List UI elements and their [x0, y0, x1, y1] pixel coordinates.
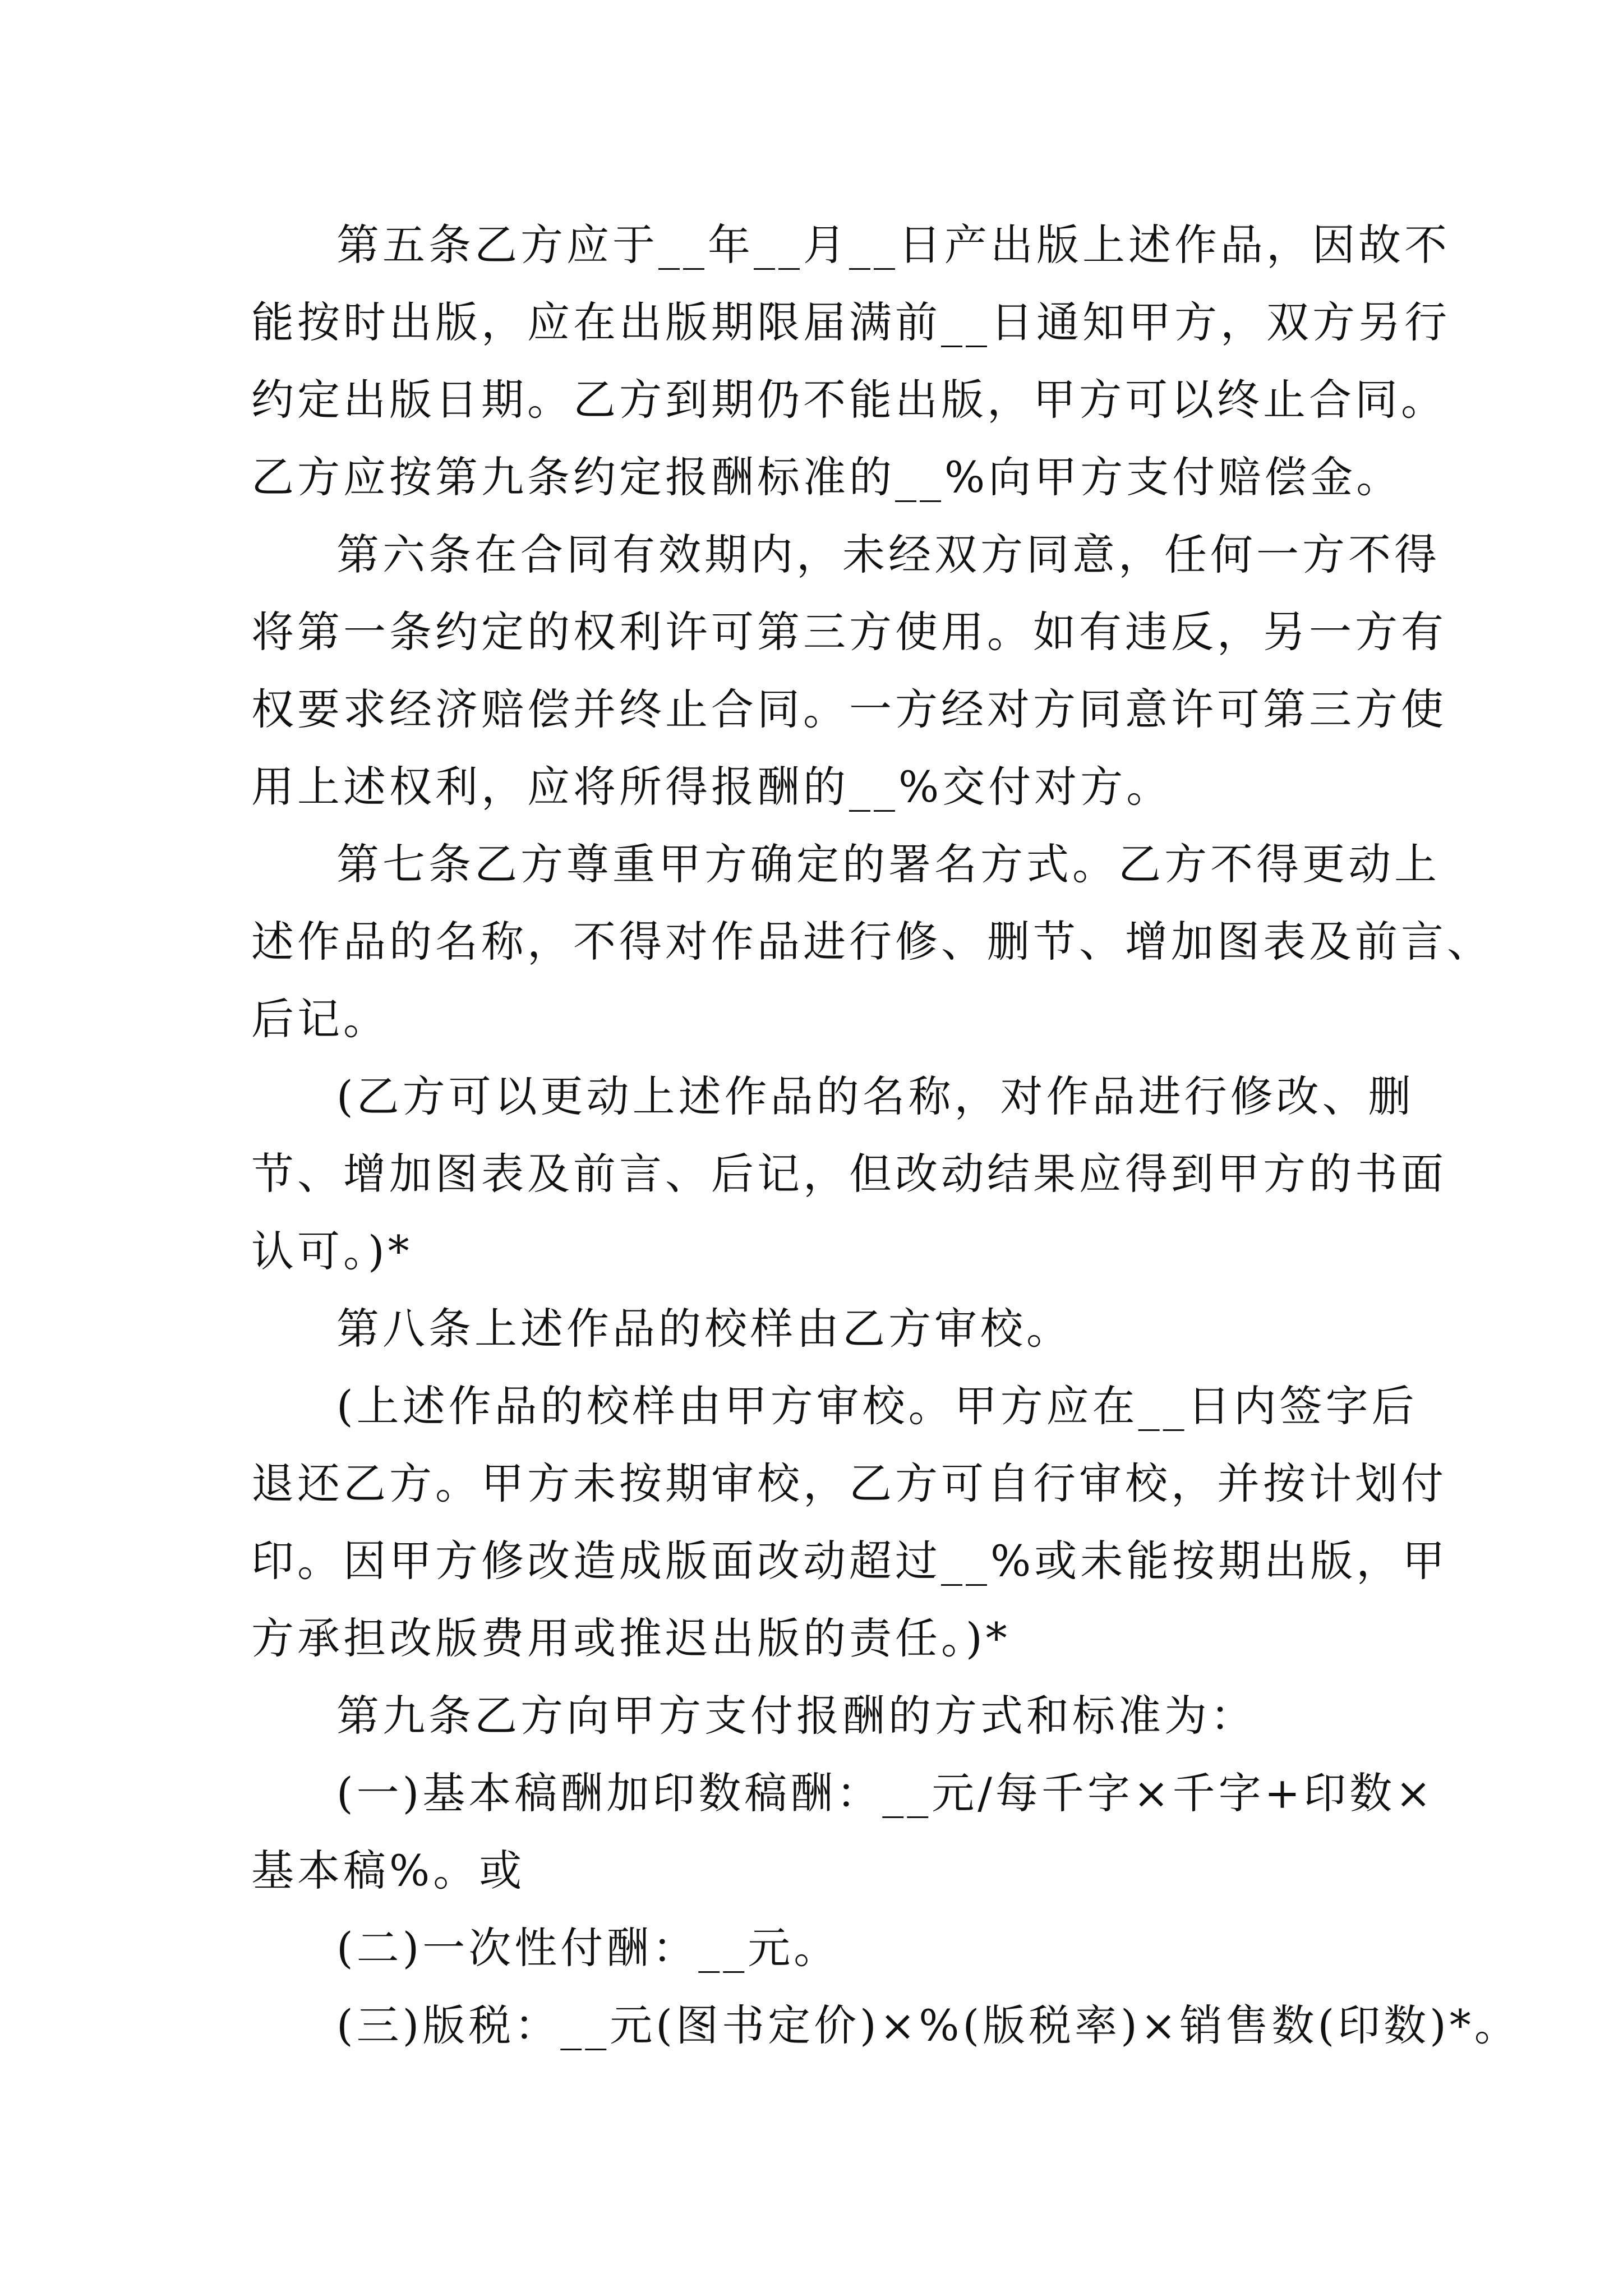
article-8-paragraph: [251, 1290, 1390, 1368]
text-line: 述作品的名称，不得对作品进行修、删节、增加图表及前言、: [251, 917, 1493, 967]
text-line: (上述作品的校样由甲方审校。甲方应在__日内签字后: [336, 1381, 1418, 1431]
article-9-item-1-paragraph: [251, 1755, 1435, 1910]
text-line: 将第一条约定的权利许可第三方使用。如有违反，另一方有: [251, 607, 1447, 657]
article-8-alternative-paragraph: [251, 1368, 1449, 1677]
document-body: [251, 206, 1520, 2064]
article-6-paragraph: [251, 516, 1447, 826]
text-line: 第八条上述作品的校样由乙方审校。: [336, 1304, 1072, 1354]
text-line: 方承担改版费用或推迟出版的责任。)*: [251, 1613, 1011, 1663]
text-line: 第五条乙方应于__年__月__日产出版上述作品，因故不: [336, 220, 1450, 270]
text-line: (二)一次性付酬：__元。: [336, 1923, 840, 1973]
text-line: 印。因甲方修改造成版面改动超过__%或未能按期出版，甲: [251, 1536, 1449, 1586]
text-line: 认可。)*: [251, 1226, 413, 1276]
text-line: 后记。: [251, 994, 389, 1044]
article-5-paragraph: [251, 206, 1450, 516]
text-line: 第六条在合同有效期内，未经双方同意，任何一方不得: [336, 530, 1440, 579]
text-line: 权要求经济赔偿并终止合同。一方经对方同意许可第三方使: [251, 684, 1447, 734]
text-line: 能按时出版，应在出版期限届满前__日通知甲方，双方另行: [251, 297, 1450, 347]
article-7-alternative-paragraph: [251, 1058, 1447, 1290]
text-line: (一)基本稿酬加印数稿酬：__元/每千字×千字+印数×: [336, 1768, 1435, 1818]
article-9-item-3-paragraph: [251, 1987, 1520, 2064]
text-line: 用上述权利，应将所得报酬的__%交付对方。: [251, 762, 1173, 812]
text-line: 乙方应按第九条约定报酬标准的__%向甲方支付赔偿金。: [251, 452, 1403, 502]
text-line: 节、增加图表及前言、后记，但改动结果应得到甲方的书面: [251, 1149, 1447, 1199]
text-line: 退还乙方。甲方未按期审校，乙方可自行审校，并按计划付: [251, 1458, 1447, 1508]
text-line: 约定出版日期。乙方到期仍不能出版，甲方可以终止合同。: [251, 375, 1447, 425]
article-9-paragraph: [251, 1677, 1390, 1755]
article-7-paragraph: [251, 826, 1493, 1058]
text-line: 基本稿%。或: [251, 1846, 525, 1895]
text-line: 第七条乙方尊重甲方确定的署名方式。乙方不得更动上: [336, 839, 1440, 889]
text-line: 第九条乙方向甲方支付报酬的方式和标准为：: [336, 1691, 1256, 1741]
article-9-item-2-paragraph: [251, 1910, 1390, 1987]
text-line: (三)版税：__元(图书定价)×%(版税率)×销售数(印数)*。: [336, 2000, 1520, 2050]
text-line: (乙方可以更动上述作品的名称，对作品进行修改、删: [336, 1071, 1414, 1121]
